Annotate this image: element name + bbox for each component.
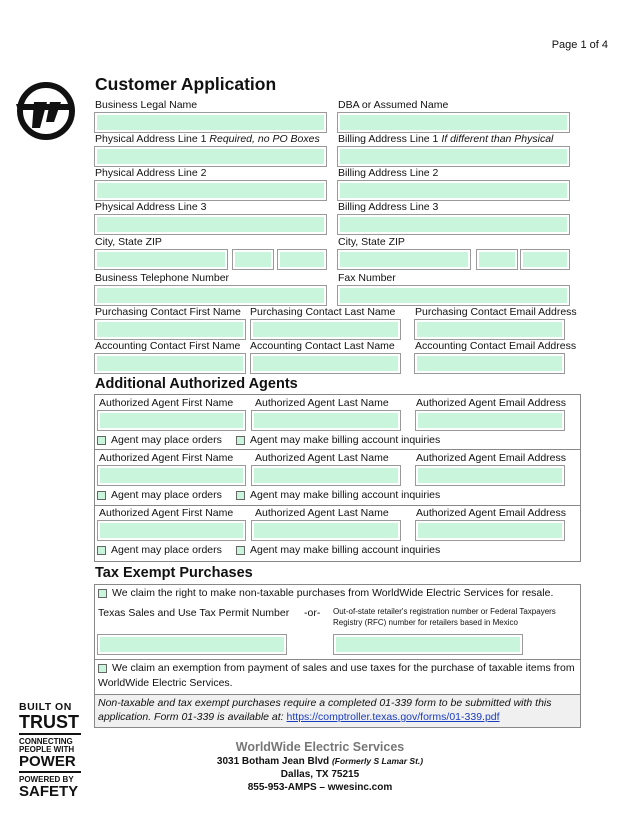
label-bill3: Billing Address Line 3: [338, 201, 439, 213]
footer-formerly: (Formerly S Lamar St.): [331, 756, 424, 766]
label-purch-last: Purchasing Contact Last Name: [250, 306, 396, 318]
agent3-email-input[interactable]: [416, 522, 564, 541]
footer-contact: 855-953-AMPS – wwesinc.com: [247, 782, 393, 793]
footer-city: Dallas, TX 75215: [280, 769, 360, 780]
state-left-input[interactable]: [233, 251, 273, 270]
purch-last-field[interactable]: [250, 319, 401, 340]
tax-note-1: [98, 697, 552, 709]
label-phys1: [95, 133, 320, 145]
exemption-label-2: WorldWide Electric Services.: [98, 677, 233, 689]
agent2-last-input[interactable]: [252, 467, 400, 486]
out-of-state-field[interactable]: [333, 634, 523, 655]
phys2-field[interactable]: [94, 180, 327, 201]
label-bill1: [338, 133, 553, 145]
label-out-of-state-2: Registry (RFC) number for retailers based in Mexico: [333, 618, 518, 627]
telephone-field[interactable]: [94, 285, 327, 306]
agent3-billing-label: Agent may make billing account inquiries: [250, 544, 441, 556]
acct-email-field[interactable]: [414, 353, 565, 374]
zip-left-field[interactable]: [277, 249, 327, 270]
agent2-orders-checkbox[interactable]: [97, 491, 106, 500]
city-right-input[interactable]: [338, 251, 470, 270]
agent3-first-input[interactable]: [98, 522, 245, 541]
agent3-billing-checkbox[interactable]: [236, 546, 245, 555]
label-agent-email: Authorized Agent Email Address: [416, 452, 567, 464]
label-phys3: Physical Address Line 3: [95, 201, 207, 213]
purch-first-field[interactable]: [94, 319, 246, 340]
agents-heading: Additional Authorized Agents: [95, 376, 298, 392]
agent3-orders-checkbox[interactable]: [97, 546, 106, 555]
footer-address-text: 3031 Botham Jean Blvd: [216, 756, 332, 767]
purch-last-input[interactable]: [251, 321, 400, 340]
label-acct-last: Accounting Contact Last Name: [250, 340, 395, 352]
telephone-input[interactable]: [95, 287, 326, 306]
bill1-input[interactable]: [338, 148, 569, 167]
out-of-state-input[interactable]: [334, 636, 522, 655]
label-phys1-text: Physical Address Line 1: [95, 133, 210, 145]
agent2-orders-label: Agent may place orders: [111, 489, 222, 501]
label-agent-first: Authorized Agent First Name: [99, 507, 234, 519]
business-legal-name-field[interactable]: [94, 112, 327, 133]
zip-left-input[interactable]: [278, 251, 326, 270]
state-right-field[interactable]: [476, 249, 518, 270]
label-business-legal-name: Business Legal Name: [95, 99, 198, 111]
tax-note-1-text: Non-taxable and tax exempt purchases require a completed 01-339 form to be submitted with this: [98, 697, 552, 709]
agent3-last-field[interactable]: [251, 520, 401, 541]
page-number: Page 1 of 4: [551, 39, 608, 51]
acct-first-input[interactable]: [95, 355, 245, 374]
purch-first-input[interactable]: [95, 321, 245, 340]
phys1-input[interactable]: [95, 148, 326, 167]
agent1-orders-checkbox[interactable]: [97, 436, 106, 445]
label-or: -or-: [304, 607, 321, 619]
label-agent-first: Authorized Agent First Name: [99, 452, 234, 464]
resale-label: We claim the right to make non-taxable purchases from WorldWide Electric Services for resale.: [112, 587, 554, 599]
tax-heading: Tax Exempt Purchases: [95, 565, 253, 581]
slogan-connecting: CONNECTING: [19, 736, 73, 746]
bill2-input[interactable]: [338, 182, 569, 201]
agent2-last-field[interactable]: [251, 465, 401, 486]
exemption-label-1: We claim an exemption from payment of sales and use taxes for the purchase of taxable items from: [112, 662, 575, 674]
agent1-first-input[interactable]: [98, 412, 245, 431]
tax-note-2-text: application. Form 01-339 is available at:: [98, 711, 287, 723]
agent3-email-field[interactable]: [415, 520, 565, 541]
agent1-email-field[interactable]: [415, 410, 565, 431]
label-bill1-text: Billing Address Line 1: [338, 133, 442, 145]
footer-company: WorldWide Electric Services: [235, 740, 405, 754]
slogan-people-with: PEOPLE WITH: [19, 744, 75, 754]
agent3-first-field[interactable]: [97, 520, 246, 541]
agent1-orders-label: Agent may place orders: [111, 434, 222, 446]
city-right-field[interactable]: [337, 249, 471, 270]
agent2-billing-label: Agent may make billing account inquiries: [250, 489, 441, 501]
phys1-field[interactable]: [94, 146, 327, 167]
agent1-billing-checkbox[interactable]: [236, 436, 245, 445]
label-agent-first: Authorized Agent First Name: [99, 397, 234, 409]
label-city-left: City, State ZIP: [95, 236, 162, 248]
city-left-input[interactable]: [95, 251, 227, 270]
agent1-email-input[interactable]: [416, 412, 564, 431]
label-agent-last: Authorized Agent Last Name: [255, 452, 389, 464]
tax-note-2: [98, 711, 500, 723]
agent1-last-input[interactable]: [252, 412, 400, 431]
label-acct-email: Accounting Contact Email Address: [415, 340, 577, 352]
slogan-power: POWER: [19, 754, 81, 773]
bill3-field[interactable]: [337, 214, 570, 235]
acct-last-field[interactable]: [250, 353, 401, 374]
permit-field[interactable]: [97, 634, 287, 655]
label-agent-email: Authorized Agent Email Address: [416, 507, 567, 519]
business-legal-name-input[interactable]: [95, 114, 326, 133]
agent3-last-input[interactable]: [252, 522, 400, 541]
agent2-first-input[interactable]: [98, 467, 245, 486]
zip-right-input[interactable]: [521, 251, 569, 270]
phys2-input[interactable]: [95, 182, 326, 201]
agent2-email-input[interactable]: [416, 467, 564, 486]
resale-checkbox[interactable]: [98, 589, 107, 598]
dba-input[interactable]: [338, 114, 569, 133]
agent1-billing-label: Agent may make billing account inquiries: [250, 434, 441, 446]
label-agent-email: Authorized Agent Email Address: [416, 397, 567, 409]
label-out-of-state-1: Out-of-state retailer's registration number or Federal Taxpayers: [333, 607, 556, 616]
agent2-first-field[interactable]: [97, 465, 246, 486]
page-title: Customer Application: [95, 74, 277, 94]
state-left-field[interactable]: [232, 249, 274, 270]
agent3-orders-label: Agent may place orders: [111, 544, 222, 556]
dba-field[interactable]: [337, 112, 570, 133]
tax-divider: [94, 659, 581, 660]
agents-divider: [94, 449, 581, 450]
footer-address: [0, 756, 640, 767]
bill1-field[interactable]: [337, 146, 570, 167]
label-phys2: Physical Address Line 2: [95, 167, 207, 179]
label-agent-last: Authorized Agent Last Name: [255, 397, 389, 409]
form-339-link[interactable]: https://comptroller.texas.gov/forms/01-339.pdf: [286, 711, 500, 723]
label-purch-first: Purchasing Contact First Name: [95, 306, 241, 318]
label-bill2: Billing Address Line 2: [338, 167, 439, 179]
label-dba: DBA or Assumed Name: [338, 99, 449, 111]
label-acct-first: Accounting Contact First Name: [95, 340, 241, 352]
label-permit: Texas Sales and Use Tax Permit Number: [98, 607, 290, 619]
label-city-right: City, State ZIP: [338, 236, 405, 248]
agent2-email-field[interactable]: [415, 465, 565, 486]
slogan-built-on: BUILT ON: [19, 701, 72, 713]
slogan-powered-by: POWERED BY: [19, 774, 74, 784]
zip-right-field[interactable]: [520, 249, 570, 270]
state-right-input[interactable]: [477, 251, 517, 270]
acct-email-input[interactable]: [415, 355, 564, 374]
acct-last-input[interactable]: [251, 355, 400, 374]
city-left-field[interactable]: [94, 249, 228, 270]
agent1-first-field[interactable]: [97, 410, 246, 431]
exemption-checkbox[interactable]: [98, 664, 107, 673]
phys3-input[interactable]: [95, 216, 326, 235]
purch-email-input[interactable]: [415, 321, 564, 340]
phys3-field[interactable]: [94, 214, 327, 235]
agent2-billing-checkbox[interactable]: [236, 491, 245, 500]
slogan-safety: SAFETY: [19, 782, 79, 800]
agents-divider: [94, 505, 581, 506]
label-fax: Fax Number: [338, 272, 396, 284]
slogan-trust: TRUST: [19, 713, 81, 735]
label-agent-last: Authorized Agent Last Name: [255, 507, 389, 519]
purch-email-field[interactable]: [414, 319, 565, 340]
fax-input[interactable]: [338, 287, 569, 306]
agent1-last-field[interactable]: [251, 410, 401, 431]
label-purch-email: Purchasing Contact Email Address: [415, 306, 577, 318]
label-telephone: Business Telephone Number: [95, 272, 230, 284]
bill3-input[interactable]: [338, 216, 569, 235]
permit-input[interactable]: [98, 636, 286, 655]
acct-first-field[interactable]: [94, 353, 246, 374]
fax-field[interactable]: [337, 285, 570, 306]
label-bill1-note: If different than Physical: [441, 133, 554, 145]
bill2-field[interactable]: [337, 180, 570, 201]
wwes-logo-icon: [14, 80, 78, 142]
label-phys1-note: Required, no PO Boxes: [209, 133, 320, 145]
